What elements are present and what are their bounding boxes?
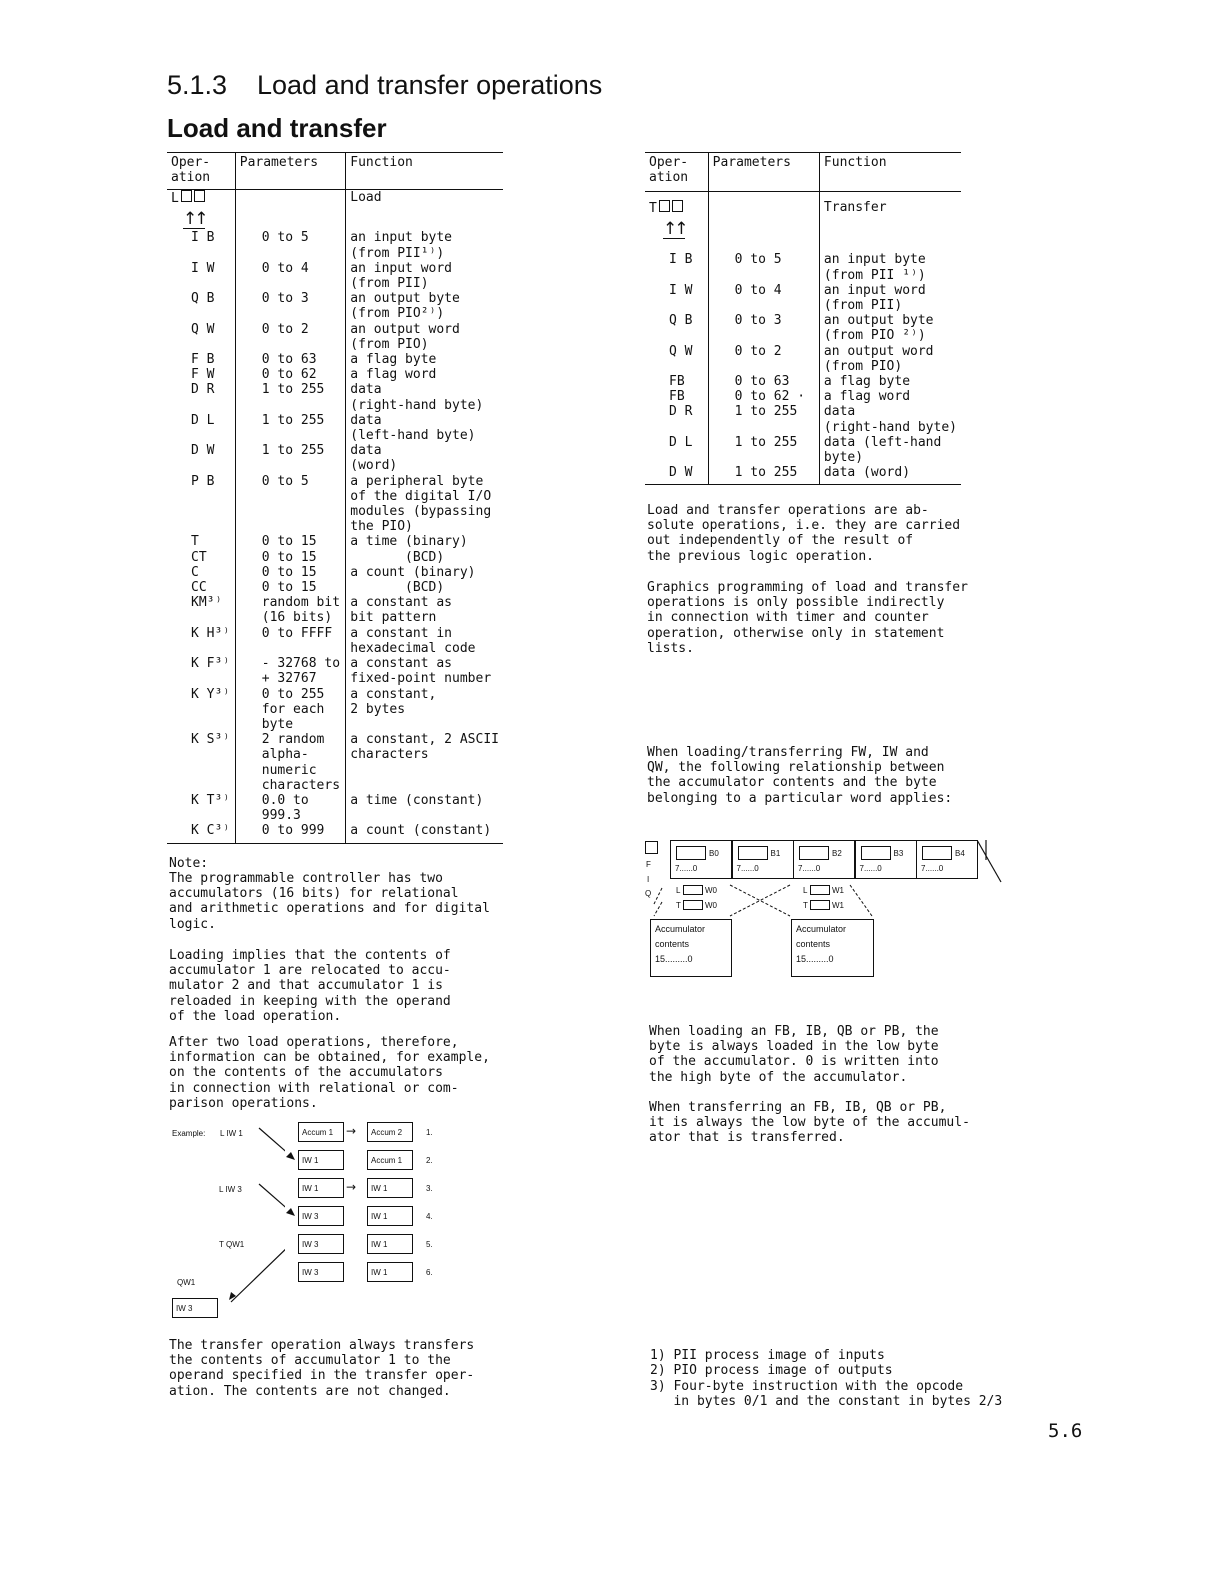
op-cell: K S³⁾ — [167, 732, 235, 793]
side-letter: Q — [645, 889, 652, 898]
arrowhead — [286, 1152, 295, 1160]
param-cell: 0 to 63 — [235, 352, 346, 367]
loading-paragraph: Loading implies that the contents of accumulator 1 are relocated to accu- mulator 2 and that accumulator 1 is reloaded in keeping with the operand of the load operation. — [169, 948, 451, 1024]
function-cell: an output byte (from PIO²⁾) — [350, 291, 460, 322]
function-cell: data (left-hand byte) — [350, 412, 476, 444]
function-cell: a constant as fixed-point number — [350, 656, 492, 687]
param-cell: 2 random alpha- numeric characters — [235, 732, 346, 793]
step-number: 6. — [426, 1268, 433, 1277]
param-cell: 0 to 5 — [708, 252, 819, 282]
transfer-table — [645, 152, 961, 485]
table-row — [645, 404, 961, 434]
table-row — [167, 291, 503, 321]
op-cell: K C³⁾ — [167, 823, 235, 838]
table-row — [167, 580, 503, 595]
step-number: 3. — [426, 1184, 433, 1193]
example-arrowheads — [225, 1120, 305, 1320]
word-prefix: L — [676, 886, 681, 895]
accumulator-box — [791, 919, 874, 977]
right-arrow-icon: → — [346, 1124, 357, 1138]
step-box-left: IW 3 — [298, 1234, 344, 1254]
op-cell: C — [167, 565, 235, 580]
accumulator-box — [650, 919, 732, 977]
placeholder-box-icon — [181, 190, 192, 202]
footnote-line: 1) PII process image of inputs — [650, 1348, 885, 1363]
note-label: Note: — [169, 856, 209, 871]
absolute-operations-paragraph: Load and transfer operations are ab- solute operations, i.e. they are carried out independently of the result of the previous logic operation. — [647, 503, 961, 564]
example-instr-3: T QW1 — [219, 1240, 245, 1249]
arrowhead — [229, 1292, 236, 1300]
op-cell: CC — [167, 580, 235, 595]
section-title: Load and transfer operations — [257, 70, 603, 100]
table-row — [167, 793, 503, 823]
param-cell: - 32768 to + 32767 — [235, 656, 346, 686]
page-title: Load and transfer — [167, 113, 387, 143]
param-cell: 1 to 255 — [235, 443, 346, 473]
side-letter: I — [647, 875, 650, 884]
param-cell: 0 to 3 — [708, 313, 819, 343]
section-number: 5.1.3 — [167, 70, 228, 100]
table-row — [167, 823, 503, 838]
param-cell: 0 to 999 — [235, 823, 346, 838]
function-cell: a flag word — [823, 389, 911, 405]
function-cell: an output word (from PIO) — [350, 321, 460, 352]
function-cell: data (word) — [350, 443, 398, 474]
accumulator-title: Accumulator — [796, 924, 847, 934]
op-cell: T — [167, 534, 235, 549]
placeholder-box-icon — [659, 200, 670, 212]
table-row — [167, 261, 503, 291]
param-cell: 0 to 15 — [235, 580, 346, 595]
op-cell: Q B — [167, 291, 235, 321]
param-cell: 0 to 4 — [708, 283, 819, 313]
word-label: W1 — [832, 886, 844, 895]
function-cell: an output word (from PIO) — [823, 343, 934, 374]
byte-range: 7......0 — [921, 864, 944, 873]
op-cell: Q W — [645, 344, 708, 374]
table-row — [167, 367, 503, 382]
side-letter: F — [646, 860, 651, 869]
double-up-arrow-icon: ↑↑ — [663, 218, 686, 239]
function-cell: a constant as bit pattern — [350, 595, 453, 626]
step-number: 2. — [426, 1156, 433, 1165]
function-cell: a flag byte — [823, 374, 911, 390]
function-cell: data (right-hand byte) — [350, 382, 484, 413]
table-row — [167, 352, 503, 367]
step-box-left: IW 1 — [298, 1150, 344, 1170]
placeholder-box-icon — [194, 190, 205, 202]
op-cell: D R — [167, 382, 235, 412]
function-cell: (BCD) — [350, 580, 445, 596]
qw1-box: IW 3 — [172, 1298, 218, 1318]
function-cell: a constant, 2 ASCII characters — [350, 732, 499, 763]
function-cell: an input byte (from PII ¹⁾) — [823, 252, 926, 283]
op-cell: FB — [645, 374, 708, 389]
load-function-title: Load — [350, 190, 382, 206]
word-prefix: L — [803, 886, 808, 895]
param-cell: 0 to 2 — [235, 322, 346, 352]
byte-range: 7......0 — [736, 864, 759, 873]
step-box-left: IW 3 — [298, 1206, 344, 1226]
table-row — [645, 374, 961, 389]
param-cell: 0 to 5 — [235, 230, 346, 260]
function-cell: (BCD) — [350, 549, 445, 565]
word-label: W1 — [832, 901, 844, 910]
table-row — [167, 413, 503, 443]
footnote-line: in bytes 0/1 and the constant in bytes 2/3 — [650, 1394, 1003, 1410]
after-paragraph: After two load operations, therefore, information can be obtained, for example, on the contents of the accumulators in connection with relational or com- parison operations. — [169, 1035, 490, 1111]
op-cell: D L — [645, 435, 708, 465]
table-row — [167, 230, 503, 260]
op-cell: D L — [167, 413, 235, 443]
param-cell: 0 to 63 — [708, 374, 819, 389]
table-row — [167, 595, 503, 625]
word-box — [683, 885, 703, 895]
function-cell: an output byte (from PIO ²⁾) — [823, 313, 934, 344]
step-number: 5. — [426, 1240, 433, 1249]
table-row — [645, 389, 961, 404]
accumulator-sub: contents — [796, 939, 831, 949]
table-row — [167, 732, 503, 793]
step-box-right: IW 1 — [367, 1206, 413, 1226]
op-cell: F W — [167, 367, 235, 382]
step-box-right: Accum 1 — [367, 1150, 413, 1170]
table-row — [645, 283, 961, 313]
op-cell: I B — [167, 230, 235, 260]
function-cell: a peripheral byte of the digital I/O modules (bypassing the PIO) — [350, 473, 492, 535]
table-row — [645, 435, 961, 465]
transferring-byte-paragraph: When transferring an FB, IB, QB or PB, it is always the low byte of the accumul- ator that is transferred. — [649, 1100, 970, 1146]
param-cell: 0 to 2 — [708, 344, 819, 374]
byte-label: B1 — [770, 849, 781, 858]
byte-range: 7......0 — [675, 864, 698, 873]
param-cell: 0 to 4 — [235, 261, 346, 291]
param-cell: 1 to 255 — [235, 413, 346, 443]
accumulator-range: 15.........0 — [655, 954, 693, 964]
op-cell: I B — [645, 252, 708, 282]
op-cell: FB — [645, 389, 708, 404]
function-cell: data (word) — [823, 465, 911, 481]
double-up-arrow-icon: ↑↑ — [183, 208, 206, 229]
arrowhead — [286, 1208, 295, 1216]
param-cell: 1 to 255 — [708, 435, 819, 465]
op-cell: K H³⁾ — [167, 626, 235, 656]
function-cell: a flag byte — [350, 352, 437, 368]
param-cell: 0.0 to 999.3 — [235, 793, 346, 823]
word-box — [810, 900, 830, 910]
table-row — [167, 687, 503, 733]
function-cell: data (left-hand byte) — [823, 434, 942, 466]
param-cell: 0 to 3 — [235, 291, 346, 321]
param-cell: 0 to 255 for each byte — [235, 687, 346, 733]
byte-label: B3 — [893, 849, 904, 858]
graphics-paragraph: Graphics programming of load and transfer operations is only possible indirectly in connection with timer and counter operation, otherwise only in statement lists. — [647, 580, 968, 656]
step-box-left: Accum 1 — [298, 1122, 344, 1142]
header-operation: Oper- ation — [645, 153, 708, 192]
op-cell: K Y³⁾ — [167, 687, 235, 733]
load-op-symbol: L — [171, 191, 179, 207]
table-row — [645, 252, 961, 282]
op-cell: D W — [167, 443, 235, 473]
function-cell: a count (binary) — [350, 564, 476, 580]
param-cell: 1 to 255 — [708, 465, 819, 480]
param-cell: 0 to 15 — [235, 550, 346, 565]
page-number: 5.6 — [1048, 1420, 1083, 1442]
word-prefix: T — [803, 901, 808, 910]
example-instr-2: L IW 3 — [219, 1185, 242, 1194]
op-cell: Q B — [645, 313, 708, 343]
param-cell: 0 to 62 — [235, 367, 346, 382]
placeholder-box-icon — [672, 200, 683, 212]
word-prefix: T — [676, 901, 681, 910]
byte-label: B2 — [832, 849, 842, 858]
function-cell: a flag word — [350, 367, 437, 383]
function-cell: data (right-hand byte) — [823, 404, 957, 435]
function-cell: a constant in hexadecimal code — [350, 625, 476, 656]
table-row — [167, 534, 503, 549]
param-cell: 0 to 15 — [235, 565, 346, 580]
transfer-function-title: Transfer — [823, 200, 887, 216]
example-label: Example: — [172, 1129, 206, 1138]
op-cell: D R — [645, 404, 708, 434]
byte-label: B0 — [709, 849, 719, 858]
footnotes — [650, 1348, 1002, 1410]
function-cell: an input word (from PII) — [350, 260, 453, 292]
load-op-symbol-cell — [167, 190, 235, 231]
table-row — [167, 443, 503, 473]
table-row — [167, 550, 503, 565]
load-table — [167, 152, 503, 844]
function-cell: an input byte (from PII¹⁾) — [350, 230, 453, 261]
header-function: Function — [346, 153, 503, 190]
function-cell: a constant, 2 bytes — [350, 686, 437, 717]
step-box-right: IW 1 — [367, 1262, 413, 1282]
table-row — [167, 382, 503, 412]
table-row — [645, 313, 961, 343]
header-function: Function — [819, 153, 961, 192]
op-cell: I W — [167, 261, 235, 291]
op-cell: I W — [645, 283, 708, 313]
footnote-line: 3) Four-byte instruction with the opcode — [650, 1378, 964, 1394]
op-cell: P B — [167, 474, 235, 535]
accumulator-sub: contents — [655, 939, 690, 949]
op-cell: K T³⁾ — [167, 793, 235, 823]
step-box-left: IW 3 — [298, 1262, 344, 1282]
right-arrow-icon: → — [346, 1180, 357, 1194]
accumulator-title: Accumulator — [655, 924, 706, 934]
table-row — [167, 565, 503, 580]
table-row — [645, 465, 961, 480]
step-box-right: IW 1 — [367, 1178, 413, 1198]
step-box-left: IW 1 — [298, 1178, 344, 1198]
transfer-paragraph: The transfer operation always transfers the contents of accumulator 1 to the operand specified in the transfer oper- ation. The contents are not changed. — [169, 1338, 475, 1399]
step-box-right: Accum 2 — [367, 1122, 413, 1142]
op-cell: K F³⁾ — [167, 656, 235, 686]
table-row — [167, 474, 503, 535]
param-cell: 0 to 15 — [235, 534, 346, 549]
function-cell: a time (binary) — [350, 534, 468, 550]
table-row — [167, 626, 503, 656]
step-number: 4. — [426, 1212, 433, 1221]
header-parameters: Parameters — [708, 153, 819, 192]
header-parameters: Parameters — [235, 153, 346, 190]
relationship-paragraph: When loading/transferring FW, IW and QW, the following relationship between the accumulator contents and the byte belonging to a particular word applies: — [647, 745, 953, 806]
accumulator-range: 15.........0 — [796, 954, 834, 964]
word-label: W0 — [705, 901, 717, 910]
example-instr-1: L IW 1 — [220, 1129, 243, 1138]
function-cell: a count (constant) — [350, 823, 492, 839]
param-cell: 1 to 255 — [708, 404, 819, 434]
param-cell: 0 to 5 — [235, 474, 346, 535]
param-cell: random bit (16 bits) — [235, 595, 346, 625]
step-box-right: IW 1 — [367, 1234, 413, 1254]
byte-label: B4 — [955, 849, 965, 858]
op-cell: CT — [167, 550, 235, 565]
op-cell: Q W — [167, 322, 235, 352]
op-cell: D W — [645, 465, 708, 480]
byte-range: 7......0 — [798, 864, 821, 873]
table-row — [167, 322, 503, 352]
note-paragraph: The programmable controller has two accumulators (16 bits) for relational and arithmetic operations and for digital logic. — [169, 871, 490, 932]
word-box — [810, 885, 830, 895]
op-cell: F B — [167, 352, 235, 367]
table-row — [167, 656, 503, 686]
byte-range: 7......0 — [859, 864, 882, 873]
word-label: W0 — [705, 886, 717, 895]
word-box — [683, 900, 703, 910]
section-heading — [167, 70, 602, 101]
transfer-op-symbol-cell — [645, 192, 708, 253]
header-operation: Oper- ation — [167, 153, 235, 190]
qw1-label: QW1 — [177, 1278, 196, 1287]
function-cell: a time (constant) — [350, 792, 484, 808]
step-number: 1. — [426, 1128, 433, 1137]
param-cell: 0 to 62 · — [708, 389, 819, 404]
table-row — [645, 344, 961, 374]
param-cell: 1 to 255 — [235, 382, 346, 412]
footnote-line: 2) PIO process image of outputs — [650, 1363, 893, 1379]
param-cell: 0 to FFFF — [235, 626, 346, 656]
loading-byte-paragraph: When loading an FB, IB, QB or PB, the byte is always loaded in the low byte of the accumulator. 0 is written into the high byte of the accumulator. — [649, 1024, 939, 1085]
transfer-op-symbol: T — [649, 201, 657, 217]
function-cell: an input word (from PII) — [823, 282, 926, 314]
op-cell: KM³⁾ — [167, 595, 235, 625]
